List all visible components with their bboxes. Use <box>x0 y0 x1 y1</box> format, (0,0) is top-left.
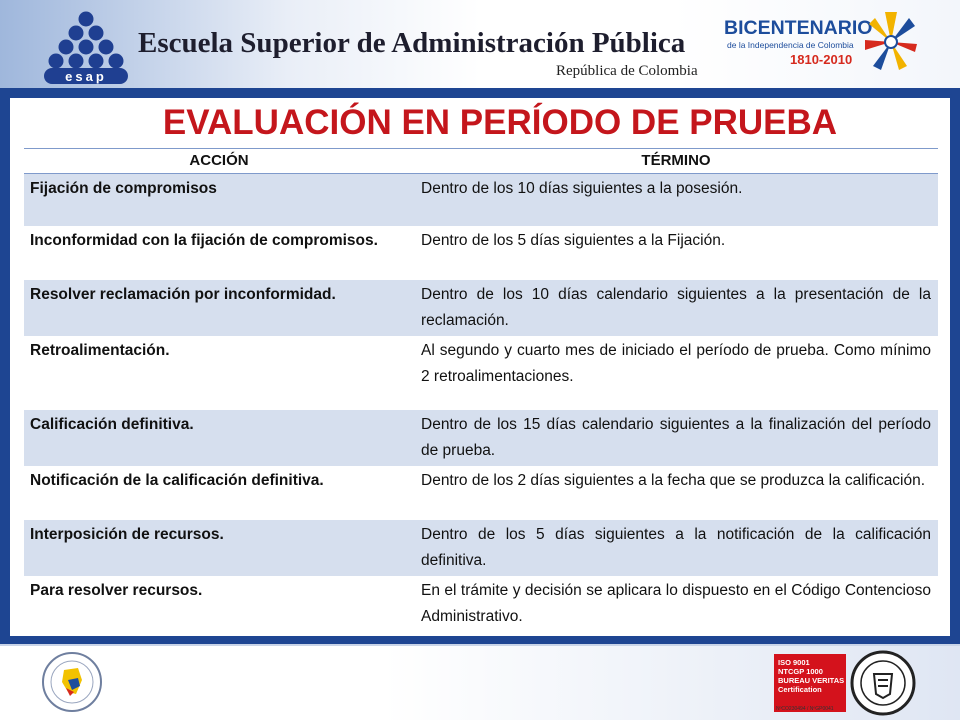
country-name: República de Colombia <box>556 63 698 79</box>
column-header-termino: TÉRMINO <box>641 152 711 169</box>
termino-cell: Al segundo y cuarto mes de iniciado el período de prueba. Como mínimo 2 retroalimentaciones. <box>421 342 931 385</box>
accion-cell: Interposición de recursos. <box>30 526 224 543</box>
certificate-number: NºCO230494 / NºGP0041 <box>776 706 834 712</box>
termino-cell: Dentro de los 2 días siguientes a la fecha que se produzca la calificación. <box>421 472 926 489</box>
bicentenario-emblem-icon <box>864 8 918 80</box>
iso-certification-badge <box>774 654 846 712</box>
termino-cell: Dentro de los 15 días calendario siguientes a la finalización del período de prueba. <box>421 416 931 459</box>
accion-cell: Retroalimentación. <box>30 342 170 359</box>
column-header-accion: ACCIÓN <box>189 152 249 169</box>
accion-cell: Fijación de compromisos <box>30 180 217 197</box>
termino-cell: Dentro de los 5 días siguientes a la Fijación. <box>421 232 726 249</box>
accion-cell: Resolver reclamación por inconformidad. <box>30 286 336 303</box>
termino-cell: Dentro de los 10 días calendario siguientes a la presentación de la reclamación. <box>421 286 931 329</box>
termino-cell: En el trámite y decisión se aplicara lo dispuesto en el Código Contencioso Administrativo. <box>421 582 931 625</box>
quality-seal-icon <box>38 650 106 714</box>
iso-badge-text: ISO 9001 NTCGP 1000 BUREAU VERITAS Certification <box>778 658 845 694</box>
table-row <box>24 576 938 634</box>
accion-cell: Para resolver recursos. <box>30 582 203 599</box>
bureau-veritas-seal-icon <box>850 650 916 716</box>
table-row <box>24 410 938 466</box>
esap-logo <box>40 8 132 84</box>
table-row <box>24 466 938 520</box>
table-row <box>24 174 938 226</box>
table-row <box>24 336 938 410</box>
svg-text:esap: esap <box>65 69 107 84</box>
bicentenario-logo <box>724 17 873 77</box>
accion-cell: Inconformidad con la fijación de compromisos. <box>30 232 378 249</box>
table-row <box>24 520 938 576</box>
termino-cell: Dentro de los 10 días siguientes a la posesión. <box>421 180 743 197</box>
slide-title: EVALUACIÓN EN PERÍODO DE PRUEBA <box>162 103 838 142</box>
bicentenario-title: BICENTENARIO <box>724 17 873 39</box>
accion-cell: Calificación definitiva. <box>30 416 194 433</box>
school-name: Escuela Superior de Administración Pública <box>138 27 686 59</box>
termino-cell: Dentro de los 5 días siguientes a la notificación de la calificación definitiva. <box>421 526 931 569</box>
table-row <box>24 280 938 336</box>
header-banner <box>0 0 960 88</box>
bicentenario-years: 1810-2010 <box>790 52 853 67</box>
table-row <box>24 226 938 280</box>
bicentenario-subtitle: de la Independencia de Colombia <box>727 40 854 50</box>
accion-cell: Notificación de la calificación definitiva. <box>30 472 324 489</box>
